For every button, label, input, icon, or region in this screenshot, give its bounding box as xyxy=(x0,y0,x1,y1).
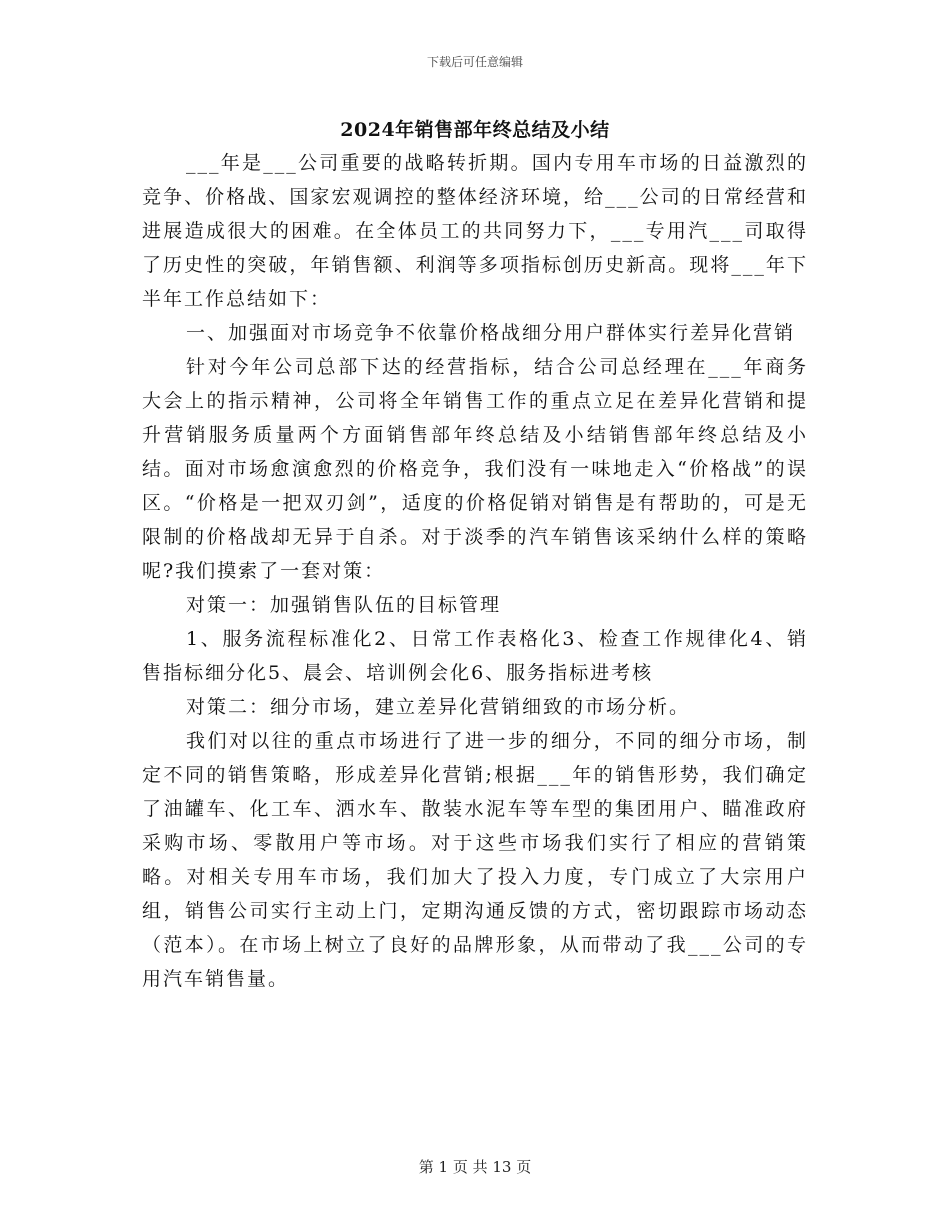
paragraph-strategy-items: 1、服务流程标准化2、日常工作表格化3、检查工作规律化4、销售指标细分化5、晨会、培训例会化6、服务指标进考核 xyxy=(142,628,808,684)
paragraph-pricing-strategy: 针对今年公司总部下达的经营指标，结合公司总经理在___年商务大会上的指示精神，公司将全年销售工作的重点立足在差异化营销和提升营销服务质量两个方面销售部年终总结及小结销售部年终总结及小结。面对市场愈演愈烈的价格竞争，我们没有一味地走入“价格战”的误区。“价格是一把双刃剑”，适度的价格促销对销售是有帮助的，可是无限制的价格战却无异于自杀。对于淡季的汽车销售该采纳什么样的策略呢?我们摸索了一套对策： xyxy=(142,356,808,582)
section-heading-1: 一、加强面对市场竞争不依靠价格战细分用户群体实行差异化营销 xyxy=(186,322,796,344)
document-title: 2024年销售部年终总结及小结 xyxy=(340,119,610,141)
strategy-heading-1: 对策一：加强销售队伍的目标管理 xyxy=(186,594,502,616)
document-body xyxy=(142,146,808,996)
paragraph-market-segmentation: 我们对以往的重点市场进行了进一步的细分，不同的细分市场，制定不同的销售策略，形成差异化营销;根据___年的销售形势，我们确定了油罐车、化工车、洒水车、散装水泥车等车型的集团用户、瞄准政府采购市场、零散用户等市场。对于这些市场我们实行了相应的营销策略。对相关专用车市场，我们加大了投入力度，专门成立了大宗用户组，销售公司实行主动上门，定期沟通反馈的方式，密切跟踪市场动态（范本）。在市场上树立了良好的品牌形象，从而带动了我___公司的专用汽车销售量。 xyxy=(142,730,808,990)
strategy-heading-2: 对策二：细分市场，建立差异化营销细致的市场分析。 xyxy=(186,696,691,718)
page-header-note: 下载后可任意编辑 xyxy=(426,55,523,69)
page-number: 第 1 页 共 13 页 xyxy=(418,1158,532,1176)
paragraph-intro: ___年是___公司重要的战略转折期。国内专用车市场的日益激烈的竞争、价格战、国家宏观调控的整体经济环境，给___公司的日常经营和进展造成很大的困难。在全体员工的共同努力下，___专用汽___司取得了历史性的突破，年销售额、利润等多项指标创历史新高。现将___年下半年工作总结如下： xyxy=(142,152,808,310)
